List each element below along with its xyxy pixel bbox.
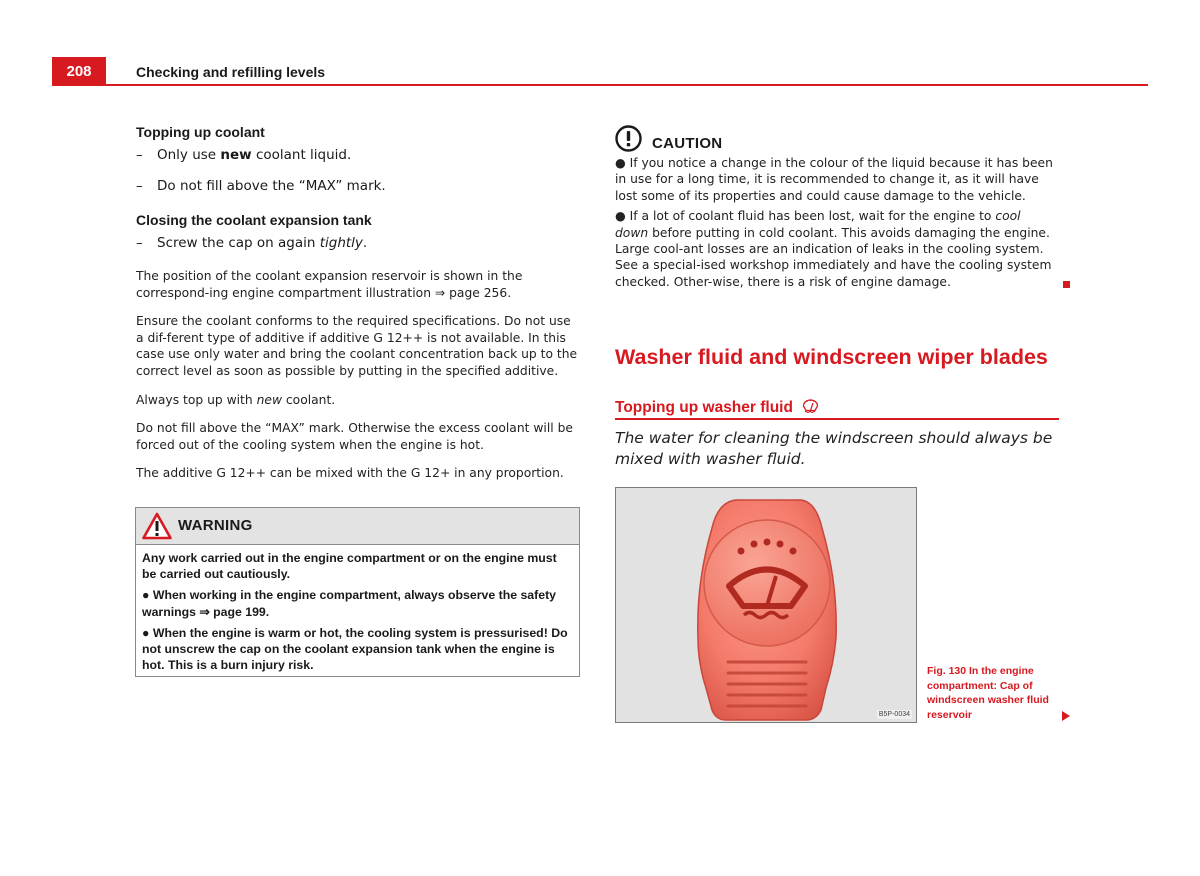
list-item: – Do not fill above the “MAX” mark. — [136, 176, 580, 196]
closing-tank-heading: Closing the coolant expansion tank — [136, 212, 372, 228]
emphasis: new — [256, 392, 283, 407]
section-title: Checking and refilling levels — [136, 64, 326, 80]
item-text: coolant liquid. — [251, 147, 352, 163]
washer-intro: The water for cleaning the windscreen should always be mixed with washer fluid. — [615, 429, 1053, 468]
warning-bullet: ● When working in the engine compartment, always observe the safety warnings ⇒ page 199. — [142, 588, 557, 619]
text: ● If a lot of coolant fluid has been lost, wait for the engine to — [615, 209, 996, 224]
item-bold: new — [220, 147, 252, 163]
warning-bullet: ● When the engine is warm or hot, the cooling system is pressurised! Do not unscrew the cap on the coolant expansion tank when the engine is hot. This is a burn injury risk. — [142, 625, 568, 673]
paragraph: The additive G 12++ can be mixed with the G 12+ in any proportion. — [136, 466, 564, 481]
warning-triangle-icon — [142, 512, 172, 540]
caution-label: CAUTION — [652, 135, 723, 152]
caution-box — [615, 125, 1070, 294]
paragraph — [136, 392, 580, 409]
caution-body — [615, 155, 1055, 290]
figure-caption: Fig. 130 In the engine compartment: Cap of windscreen washer fluid reservoir — [927, 665, 1049, 721]
paragraph: Ensure the coolant conforms to the required specifications. Do not use a dif-ferent type of additive if additive G 12++ is not available. In this case use only water and bring the coolant concentration back up to the correct level as soon as possible by putting in the specified additive. — [136, 314, 578, 378]
text: before putting in cold coolant. This avoids damaging the engine. Large cool-ant losses are an indication of leaks in the cooling system. See a special-ised workshop immediately and have the cooling system checked. Other-wise, there is a risk of engine damage. — [615, 225, 1052, 289]
list-item — [136, 145, 580, 165]
figure-code: B5P-0034 — [878, 711, 910, 718]
item-emphasis: tightly — [319, 235, 363, 251]
caution-bullet — [615, 208, 1055, 290]
figure-washer-cap — [615, 487, 917, 723]
washer-cap-illustration — [616, 488, 916, 722]
continue-arrow-icon — [1062, 711, 1070, 721]
topping-up-coolant-heading: Topping up coolant — [136, 124, 265, 140]
caution-bullet: ● If you notice a change in the colour of the liquid because it has been in use for a long time, it is recommended to change it, as it will have lost some of its properties and could cause damage to the vehicle. — [615, 156, 1053, 203]
section-end-marker — [1063, 281, 1070, 288]
warning-text: Any work carried out in the engine compartment or on the engine must be carried out cautiously. — [142, 551, 557, 582]
text: coolant. — [282, 392, 336, 407]
item-text: Only use — [157, 147, 221, 163]
exclamation-circle-icon — [615, 125, 642, 152]
item-text: . — [362, 235, 368, 251]
text: Always top up with — [136, 392, 257, 407]
warning-header — [136, 508, 579, 545]
page-header — [52, 52, 1148, 86]
washer-subtitle: Topping up washer fluid — [615, 399, 793, 416]
warning-body — [136, 545, 579, 673]
page-number: 208 — [52, 57, 106, 86]
item-text: Screw the cap on again — [157, 235, 320, 251]
warning-label: WARNING — [178, 517, 253, 534]
left-column — [136, 124, 580, 482]
washer-subtitle-bar — [615, 397, 1059, 420]
emphasis: cool down — [615, 209, 1021, 240]
warning-box — [135, 507, 580, 677]
paragraph: Do not fill above the “MAX” mark. Otherwise the excess coolant will be forced out of the cooling system when the engine is hot. — [136, 421, 573, 452]
caution-header — [615, 125, 1070, 155]
windscreen-washer-icon — [802, 399, 819, 413]
washer-section-title: Washer fluid and windscreen wiper blades — [615, 345, 1048, 369]
list-item — [136, 233, 580, 253]
paragraph: The position of the coolant expansion reservoir is shown in the correspond-ing engine compartment illustration ⇒ page 256. — [136, 269, 523, 300]
